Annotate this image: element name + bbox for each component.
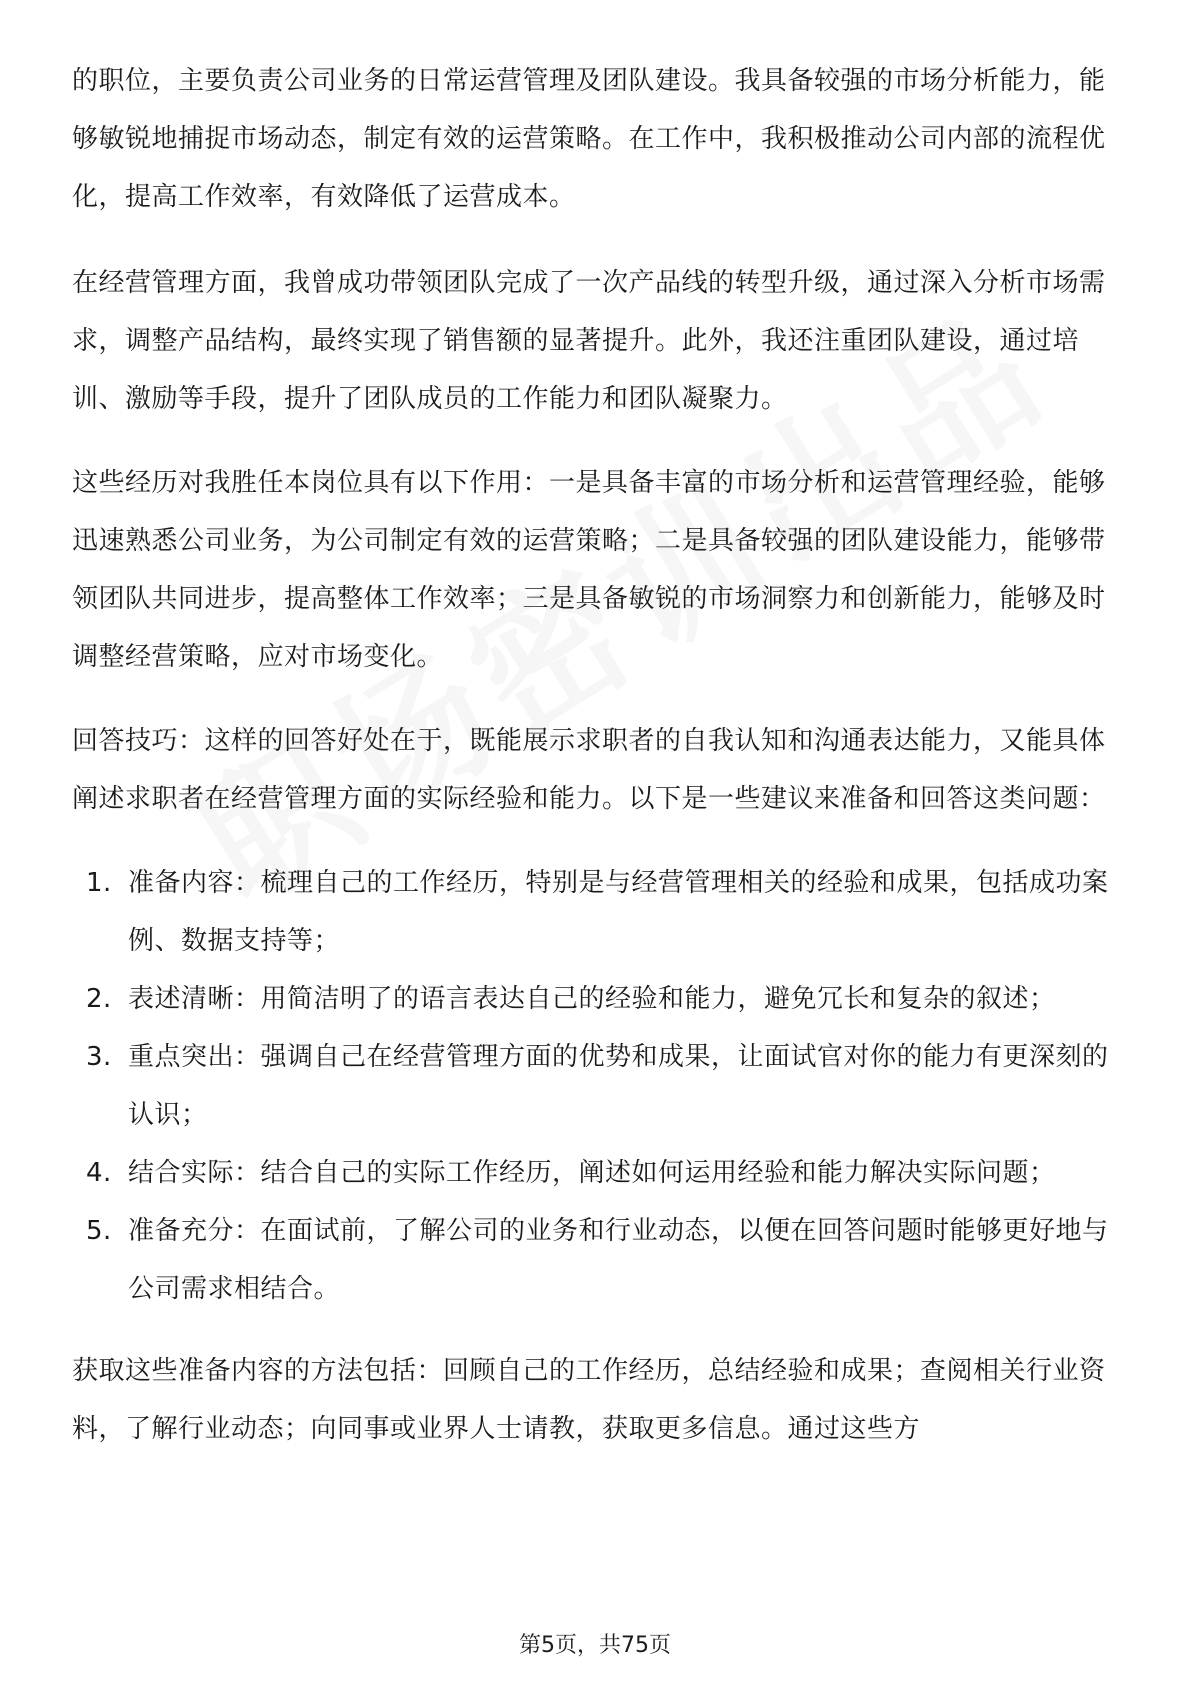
list-item-text: 准备内容：梳理自己的工作经历，特别是与经营管理相关的经验和成果，包括成功案例、数据支持等； (128, 868, 1109, 956)
list-item-number: 2. (86, 984, 112, 1014)
paragraph-2: 在经营管理方面，我曾成功带领团队完成了一次产品线的转型升级，通过深入分析市场需求，调整产品结构，最终实现了销售额的显著提升。此外，我还注重团队建设，通过培训、激励等手段，提升了团队成员的工作能力和团队凝聚力。 (72, 268, 1106, 414)
list-item-text: 准备充分：在面试前，了解公司的业务和行业动态，以便在回答问题时能够更好地与公司需求相结合。 (128, 1216, 1109, 1304)
paragraph-4: 回答技巧：这样的回答好处在于，既能展示求职者的自我认知和沟通表达能力，又能具体阐述求职者在经营管理方面的实际经验和能力。以下是一些建议来准备和回答这类问题： (72, 726, 1106, 814)
page-number: 第5页，共75页 (519, 1633, 671, 1658)
list-item (72, 1144, 1118, 1202)
paragraph-5: 获取这些准备内容的方法包括：回顾自己的工作经历，总结经验和成果；查阅相关行业资料，了解行业动态；向同事或业界人士请教，获取更多信息。通过这些方 (72, 1356, 1106, 1444)
paragraph-1: 的职位，主要负责公司业务的日常运营管理及团队建设。我具备较强的市场分析能力，能够敏锐地捕捉市场动态，制定有效的运营策略。在工作中，我积极推动公司内部的流程优化，提高工作效率，有效降低了运营成本。 (72, 66, 1106, 212)
list-item-number: 1. (86, 868, 112, 898)
list-item-text: 结合实际：结合自己的实际工作经历，阐述如何运用经验和能力解决实际问题； (128, 1158, 1056, 1188)
list-item-number: 3. (86, 1042, 112, 1072)
list-item-number: 4. (86, 1158, 112, 1188)
tips-list (72, 854, 1118, 1318)
list-item (72, 970, 1118, 1028)
list-item-text: 重点突出：强调自己在经营管理方面的优势和成果，让面试官对你的能力有更深刻的认识； (128, 1042, 1109, 1130)
list-item-number: 5. (86, 1216, 112, 1246)
list-item-text: 表述清晰：用简洁明了的语言表达自己的经验和能力，避免冗长和复杂的叙述； (128, 984, 1056, 1014)
document-body (72, 52, 1118, 1484)
list-item (72, 854, 1118, 970)
paragraph-3: 这些经历对我胜任本岗位具有以下作用：一是具备丰富的市场分析和运营管理经验，能够迅速熟悉公司业务，为公司制定有效的运营策略；二是具备较强的团队建设能力，能够带领团队共同进步，提高整体工作效率；三是具备敏锐的市场洞察力和创新能力，能够及时调整经营策略，应对市场变化。 (72, 468, 1106, 672)
list-item (72, 1028, 1118, 1144)
list-item (72, 1202, 1118, 1318)
